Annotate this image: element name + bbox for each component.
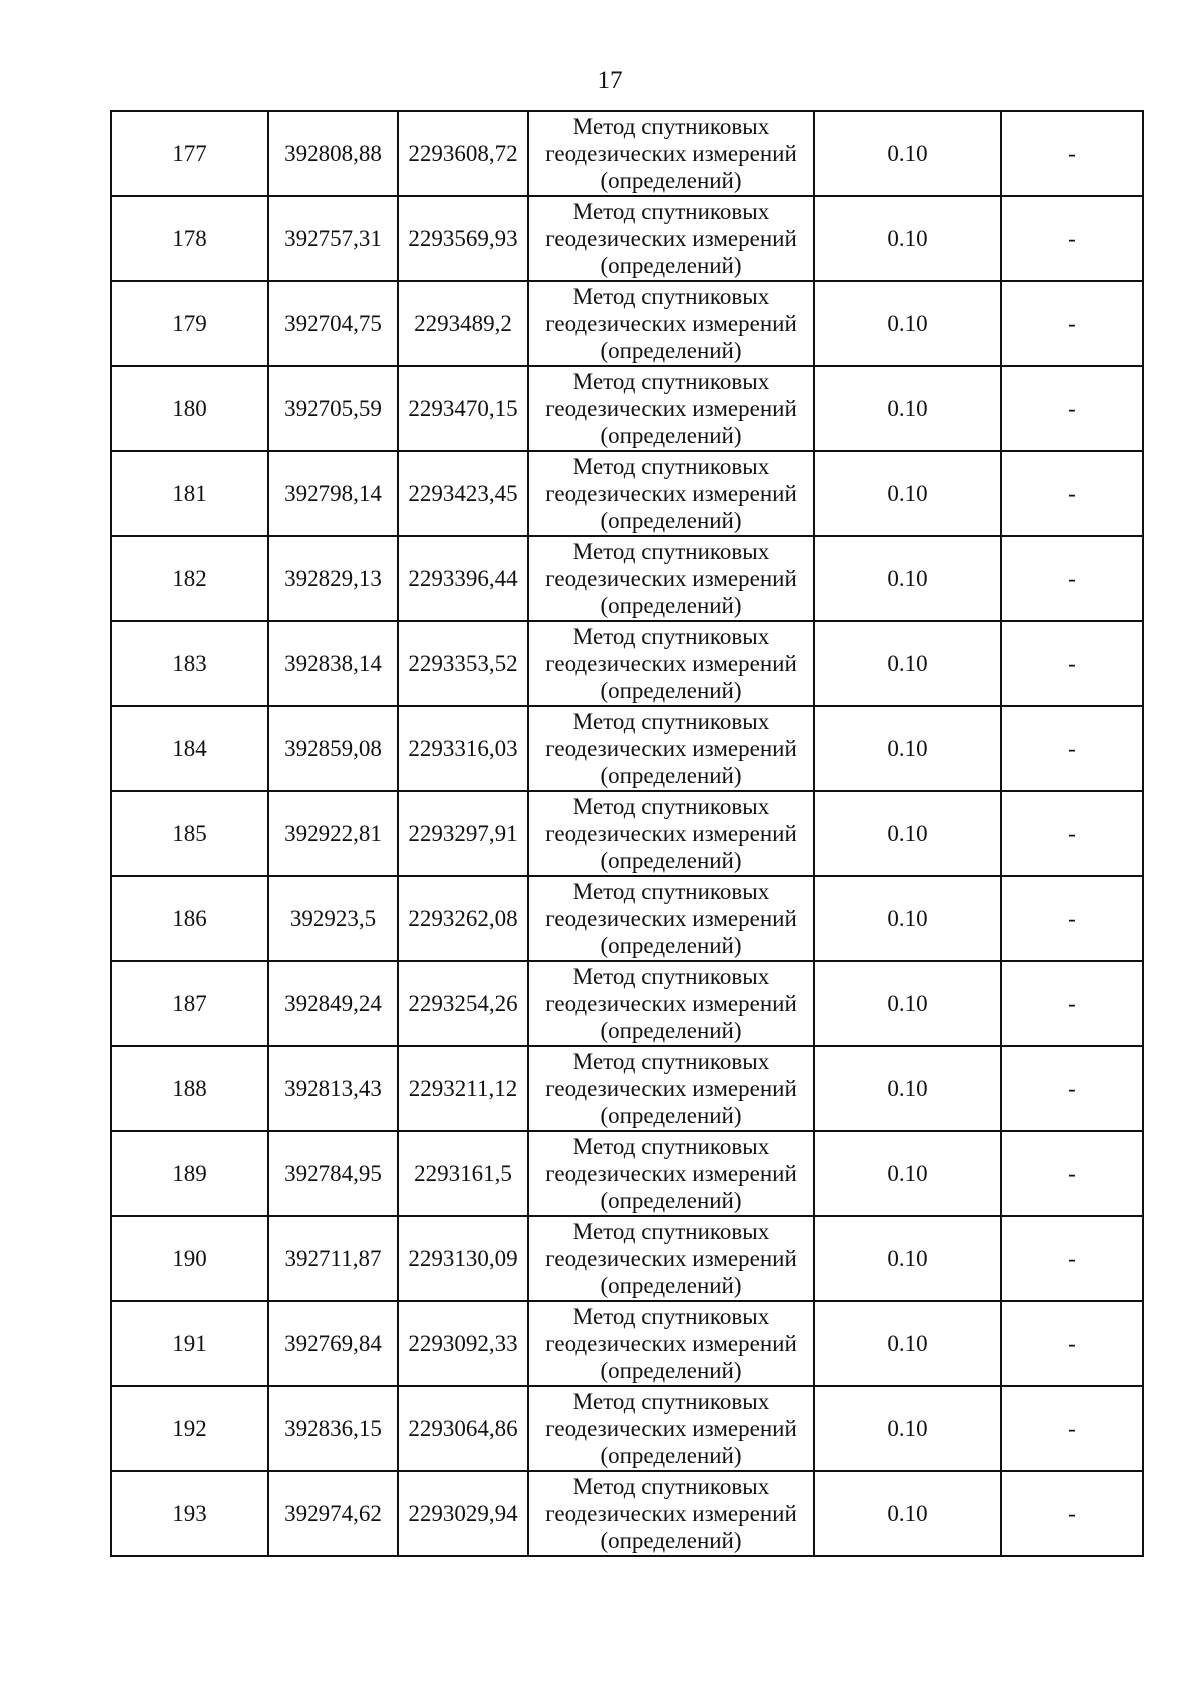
y-coordinate-cell: 2293470,15 bbox=[398, 366, 528, 451]
x-coordinate-cell: 392813,43 bbox=[268, 1046, 398, 1131]
method-cell bbox=[528, 1386, 814, 1471]
x-coordinate-cell: 392836,15 bbox=[268, 1386, 398, 1471]
method-cell bbox=[528, 196, 814, 281]
y-coordinate-cell: 2293316,03 bbox=[398, 706, 528, 791]
table-row bbox=[111, 961, 1143, 1046]
method-line: (определений) bbox=[600, 508, 742, 533]
table-row bbox=[111, 1216, 1143, 1301]
y-coordinate-cell: 2293262,08 bbox=[398, 876, 528, 961]
point-number-cell: 180 bbox=[111, 366, 268, 451]
x-coordinate-cell: 392859,08 bbox=[268, 706, 398, 791]
table-row bbox=[111, 281, 1143, 366]
method-line: геодезических измерений bbox=[545, 141, 797, 166]
method-line: (определений) bbox=[600, 1358, 742, 1383]
method-cell bbox=[528, 366, 814, 451]
y-coordinate-cell: 2293423,45 bbox=[398, 451, 528, 536]
accuracy-cell: 0.10 bbox=[814, 451, 1001, 536]
accuracy-cell: 0.10 bbox=[814, 536, 1001, 621]
note-cell: - bbox=[1001, 1301, 1143, 1386]
accuracy-cell: 0.10 bbox=[814, 621, 1001, 706]
coordinates-table bbox=[110, 110, 1144, 1557]
method-line: Метод спутниковых bbox=[572, 964, 770, 989]
accuracy-cell: 0.10 bbox=[814, 1131, 1001, 1216]
method-line: (определений) bbox=[600, 1018, 742, 1043]
table-row bbox=[111, 366, 1143, 451]
method-line: (определений) bbox=[600, 338, 742, 363]
method-line: Метод спутниковых bbox=[572, 199, 770, 224]
table-row bbox=[111, 621, 1143, 706]
y-coordinate-cell: 2293353,52 bbox=[398, 621, 528, 706]
x-coordinate-cell: 392829,13 bbox=[268, 536, 398, 621]
method-line: геодезических измерений bbox=[545, 651, 797, 676]
method-cell bbox=[528, 1216, 814, 1301]
table-row bbox=[111, 111, 1143, 196]
table-row bbox=[111, 1386, 1143, 1471]
accuracy-cell: 0.10 bbox=[814, 281, 1001, 366]
table-row bbox=[111, 791, 1143, 876]
point-number-cell: 187 bbox=[111, 961, 268, 1046]
page-number: 17 bbox=[597, 67, 623, 94]
note-cell: - bbox=[1001, 1386, 1143, 1471]
method-line: геодезических измерений bbox=[545, 226, 797, 251]
method-line: геодезических измерений bbox=[545, 396, 797, 421]
point-number-cell: 188 bbox=[111, 1046, 268, 1131]
method-line: геодезических измерений bbox=[545, 311, 797, 336]
x-coordinate-cell: 392711,87 bbox=[268, 1216, 398, 1301]
point-number-cell: 178 bbox=[111, 196, 268, 281]
accuracy-cell: 0.10 bbox=[814, 876, 1001, 961]
method-line: Метод спутниковых bbox=[572, 284, 770, 309]
point-number-cell: 179 bbox=[111, 281, 268, 366]
point-number-cell: 184 bbox=[111, 706, 268, 791]
method-cell bbox=[528, 451, 814, 536]
point-number-cell: 181 bbox=[111, 451, 268, 536]
method-line: Метод спутниковых bbox=[572, 369, 770, 394]
note-cell: - bbox=[1001, 1046, 1143, 1131]
note-cell: - bbox=[1001, 366, 1143, 451]
method-cell bbox=[528, 621, 814, 706]
x-coordinate-cell: 392705,59 bbox=[268, 366, 398, 451]
note-cell: - bbox=[1001, 1131, 1143, 1216]
table-row bbox=[111, 1046, 1143, 1131]
method-cell bbox=[528, 1046, 814, 1131]
method-line: геодезических измерений bbox=[545, 1076, 797, 1101]
note-cell: - bbox=[1001, 451, 1143, 536]
accuracy-cell: 0.10 bbox=[814, 1301, 1001, 1386]
method-line: (определений) bbox=[600, 678, 742, 703]
point-number-cell: 191 bbox=[111, 1301, 268, 1386]
table-row bbox=[111, 451, 1143, 536]
table-row bbox=[111, 536, 1143, 621]
y-coordinate-cell: 2293092,33 bbox=[398, 1301, 528, 1386]
table-row bbox=[111, 196, 1143, 281]
method-line: Метод спутниковых bbox=[572, 794, 770, 819]
method-line: геодезических измерений bbox=[545, 1416, 797, 1441]
method-line: Метод спутниковых bbox=[572, 114, 770, 139]
table-row bbox=[111, 1471, 1143, 1556]
accuracy-cell: 0.10 bbox=[814, 706, 1001, 791]
note-cell: - bbox=[1001, 536, 1143, 621]
y-coordinate-cell: 2293064,86 bbox=[398, 1386, 528, 1471]
method-cell bbox=[528, 1471, 814, 1556]
method-line: геодезических измерений bbox=[545, 1161, 797, 1186]
method-cell bbox=[528, 1301, 814, 1386]
method-line: (определений) bbox=[600, 1528, 742, 1553]
y-coordinate-cell: 2293569,93 bbox=[398, 196, 528, 281]
x-coordinate-cell: 392757,31 bbox=[268, 196, 398, 281]
method-cell bbox=[528, 1131, 814, 1216]
accuracy-cell: 0.10 bbox=[814, 961, 1001, 1046]
method-cell bbox=[528, 536, 814, 621]
accuracy-cell: 0.10 bbox=[814, 111, 1001, 196]
point-number-cell: 192 bbox=[111, 1386, 268, 1471]
method-line: (определений) bbox=[600, 168, 742, 193]
note-cell: - bbox=[1001, 196, 1143, 281]
method-line: (определений) bbox=[600, 1273, 742, 1298]
point-number-cell: 190 bbox=[111, 1216, 268, 1301]
point-number-cell: 193 bbox=[111, 1471, 268, 1556]
method-line: Метод спутниковых bbox=[572, 1389, 770, 1414]
method-line: (определений) bbox=[600, 848, 742, 873]
method-line: геодезических измерений bbox=[545, 906, 797, 931]
note-cell: - bbox=[1001, 961, 1143, 1046]
note-cell: - bbox=[1001, 791, 1143, 876]
accuracy-cell: 0.10 bbox=[814, 1216, 1001, 1301]
method-cell bbox=[528, 281, 814, 366]
method-line: геодезических измерений bbox=[545, 1331, 797, 1356]
note-cell: - bbox=[1001, 1471, 1143, 1556]
method-line: геодезических измерений bbox=[545, 1246, 797, 1271]
accuracy-cell: 0.10 bbox=[814, 1046, 1001, 1131]
point-number-cell: 183 bbox=[111, 621, 268, 706]
x-coordinate-cell: 392849,24 bbox=[268, 961, 398, 1046]
method-line: Метод спутниковых bbox=[572, 624, 770, 649]
method-line: (определений) bbox=[600, 933, 742, 958]
x-coordinate-cell: 392974,62 bbox=[268, 1471, 398, 1556]
accuracy-cell: 0.10 bbox=[814, 196, 1001, 281]
point-number-cell: 177 bbox=[111, 111, 268, 196]
method-line: Метод спутниковых bbox=[572, 1049, 770, 1074]
y-coordinate-cell: 2293211,12 bbox=[398, 1046, 528, 1131]
note-cell: - bbox=[1001, 876, 1143, 961]
method-line: (определений) bbox=[600, 1443, 742, 1468]
method-line: Метод спутниковых bbox=[572, 1134, 770, 1159]
y-coordinate-cell: 2293608,72 bbox=[398, 111, 528, 196]
method-cell bbox=[528, 791, 814, 876]
method-line: геодезических измерений bbox=[545, 1501, 797, 1526]
y-coordinate-cell: 2293130,09 bbox=[398, 1216, 528, 1301]
x-coordinate-cell: 392784,95 bbox=[268, 1131, 398, 1216]
method-line: Метод спутниковых bbox=[572, 1219, 770, 1244]
method-line: (определений) bbox=[600, 1103, 742, 1128]
table-row bbox=[111, 1131, 1143, 1216]
note-cell: - bbox=[1001, 111, 1143, 196]
x-coordinate-cell: 392798,14 bbox=[268, 451, 398, 536]
y-coordinate-cell: 2293396,44 bbox=[398, 536, 528, 621]
point-number-cell: 186 bbox=[111, 876, 268, 961]
accuracy-cell: 0.10 bbox=[814, 366, 1001, 451]
method-cell bbox=[528, 111, 814, 196]
accuracy-cell: 0.10 bbox=[814, 1386, 1001, 1471]
x-coordinate-cell: 392704,75 bbox=[268, 281, 398, 366]
x-coordinate-cell: 392808,88 bbox=[268, 111, 398, 196]
method-line: геодезических измерений bbox=[545, 566, 797, 591]
method-line: геодезических измерений bbox=[545, 736, 797, 761]
method-line: (определений) bbox=[600, 1188, 742, 1213]
accuracy-cell: 0.10 bbox=[814, 791, 1001, 876]
method-line: (определений) bbox=[600, 423, 742, 448]
note-cell: - bbox=[1001, 281, 1143, 366]
method-line: (определений) bbox=[600, 593, 742, 618]
method-line: геодезических измерений bbox=[545, 991, 797, 1016]
y-coordinate-cell: 2293161,5 bbox=[398, 1131, 528, 1216]
method-line: Метод спутниковых bbox=[572, 1304, 770, 1329]
method-cell bbox=[528, 961, 814, 1046]
point-number-cell: 185 bbox=[111, 791, 268, 876]
point-number-cell: 182 bbox=[111, 536, 268, 621]
y-coordinate-cell: 2293489,2 bbox=[398, 281, 528, 366]
method-cell bbox=[528, 706, 814, 791]
y-coordinate-cell: 2293297,91 bbox=[398, 791, 528, 876]
x-coordinate-cell: 392922,81 bbox=[268, 791, 398, 876]
method-line: Метод спутниковых bbox=[572, 709, 770, 734]
table-row bbox=[111, 876, 1143, 961]
method-cell bbox=[528, 876, 814, 961]
method-line: Метод спутниковых bbox=[572, 879, 770, 904]
note-cell: - bbox=[1001, 621, 1143, 706]
table-row bbox=[111, 706, 1143, 791]
method-line: геодезических измерений bbox=[545, 821, 797, 846]
method-line: (определений) bbox=[600, 763, 742, 788]
table-row bbox=[111, 1301, 1143, 1386]
y-coordinate-cell: 2293029,94 bbox=[398, 1471, 528, 1556]
note-cell: - bbox=[1001, 1216, 1143, 1301]
x-coordinate-cell: 392838,14 bbox=[268, 621, 398, 706]
note-cell: - bbox=[1001, 706, 1143, 791]
point-number-cell: 189 bbox=[111, 1131, 268, 1216]
method-line: Метод спутниковых bbox=[572, 454, 770, 479]
x-coordinate-cell: 392769,84 bbox=[268, 1301, 398, 1386]
method-line: геодезических измерений bbox=[545, 481, 797, 506]
method-line: Метод спутниковых bbox=[572, 1474, 770, 1499]
x-coordinate-cell: 392923,5 bbox=[268, 876, 398, 961]
method-line: (определений) bbox=[600, 253, 742, 278]
y-coordinate-cell: 2293254,26 bbox=[398, 961, 528, 1046]
coordinates-table-body bbox=[111, 111, 1143, 1556]
method-line: Метод спутниковых bbox=[572, 539, 770, 564]
accuracy-cell: 0.10 bbox=[814, 1471, 1001, 1556]
